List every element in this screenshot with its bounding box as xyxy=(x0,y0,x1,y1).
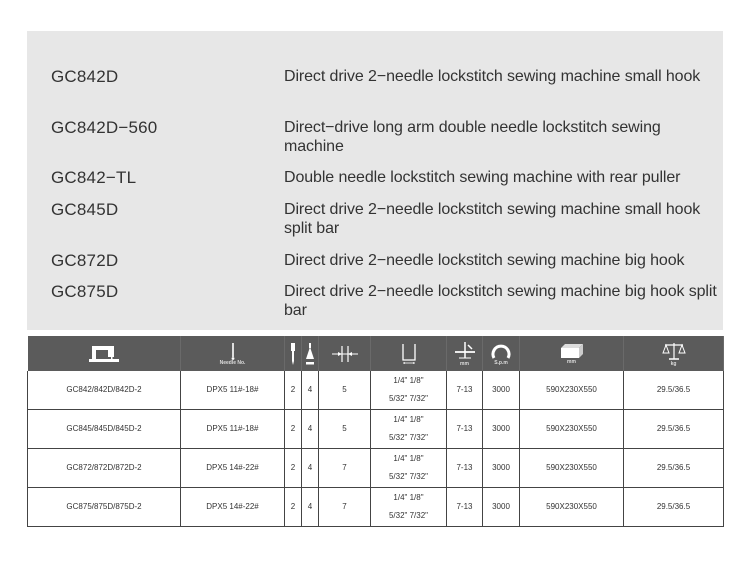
package-caption: mm xyxy=(567,358,576,365)
table-row xyxy=(28,449,724,488)
stitch-length-cell: 5 xyxy=(319,371,371,410)
table-row xyxy=(28,371,724,410)
speed-cell: 3000 xyxy=(483,371,520,410)
foot-lift-cell xyxy=(371,410,447,449)
density-caption: mm xyxy=(460,360,469,367)
needle-count-cell: 2 xyxy=(285,410,302,449)
speed-cell: 3000 xyxy=(483,410,520,449)
model-cell: GC845/845D/845D-2 xyxy=(28,410,181,449)
package-cell: 590X230X550 xyxy=(520,371,624,410)
stitch-length-cell: 5 xyxy=(319,410,371,449)
stitch-length-icon xyxy=(319,336,371,371)
foot-lift-line-2: 5/32" 7/32" xyxy=(388,433,429,442)
foot-count-cell: 4 xyxy=(302,488,319,527)
stitch-length-cell: 7 xyxy=(319,449,371,488)
model-code: GC842D−560 xyxy=(51,118,158,137)
density-cell: 7-13 xyxy=(447,410,483,449)
foot-lift-cell xyxy=(371,371,447,410)
density-cell: 7-13 xyxy=(447,449,483,488)
weight-cell: 29.5/36.5 xyxy=(624,371,724,410)
weight-cell: 29.5/36.5 xyxy=(624,449,724,488)
model-description: Direct drive 2−needle lockstitch sewing machine small hook split bar xyxy=(284,201,701,237)
foot-lift-line-2: 5/32" 7/32" xyxy=(388,394,429,403)
foot-lift-line-2: 5/32" 7/32" xyxy=(388,511,429,520)
model-cell: GC875/875D/875D-2 xyxy=(28,488,181,527)
package-cell: 590X230X550 xyxy=(520,488,624,527)
foot-lift-cell xyxy=(371,488,447,527)
foot-count-cell: 4 xyxy=(302,449,319,488)
density-cell: 7-13 xyxy=(447,371,483,410)
foot-lift-icon xyxy=(371,336,447,371)
sewing-machine-icon xyxy=(28,336,181,371)
density-cell: 7-13 xyxy=(447,488,483,527)
foot-count-cell: 4 xyxy=(302,371,319,410)
model-cell: GC872/872D/872D-2 xyxy=(28,449,181,488)
model-description: Double needle lockstitch sewing machine with rear puller xyxy=(284,169,681,186)
stitch-length-cell: 7 xyxy=(319,488,371,527)
needle-cell: DPX5 14#-22# xyxy=(181,449,285,488)
needle-count-icon xyxy=(285,336,302,371)
model-code: GC842D xyxy=(51,67,119,86)
model-description: Direct drive 2−needle lockstitch sewing machine big hook xyxy=(284,252,685,269)
model-code: GC872D xyxy=(51,251,119,270)
foot-lift-line-1: 1/4" 1/8" xyxy=(393,376,424,385)
speed-cell: 3000 xyxy=(483,449,520,488)
needle-cell: DPX5 11#-18# xyxy=(181,410,285,449)
needle-cell: DPX5 14#-22# xyxy=(181,488,285,527)
model-code: GC845D xyxy=(51,200,119,219)
spec-table xyxy=(27,336,724,527)
package-icon xyxy=(520,336,624,371)
foot-count-cell: 4 xyxy=(302,410,319,449)
model-description: Direct drive 2−needle lockstitch sewing machine big hook split bar xyxy=(284,283,717,319)
speed-cell: 3000 xyxy=(483,488,520,527)
needle-count-cell: 2 xyxy=(285,488,302,527)
speed-caption: S.p.m xyxy=(494,359,508,366)
weight-icon xyxy=(624,336,724,371)
needle-cell: DPX5 11#-18# xyxy=(181,371,285,410)
model-cell: GC842/842D/842D-2 xyxy=(28,371,181,410)
weight-cell: 29.5/36.5 xyxy=(624,410,724,449)
speed-icon xyxy=(483,336,520,371)
model-code: GC875D xyxy=(51,282,119,301)
foot-lift-line-1: 1/4" 1/8" xyxy=(393,415,424,424)
package-cell: 590X230X550 xyxy=(520,449,624,488)
needle-icon xyxy=(181,336,285,371)
table-row xyxy=(28,410,724,449)
needle-count-cell: 2 xyxy=(285,449,302,488)
stitch-density-icon xyxy=(447,336,483,371)
foot-lift-cell xyxy=(371,449,447,488)
model-description: Direct drive 2−needle lockstitch sewing machine small hook xyxy=(284,68,701,85)
model-list xyxy=(27,31,723,330)
weight-caption: kg xyxy=(670,360,677,367)
needle-count-cell: 2 xyxy=(285,371,302,410)
foot-lift-line-1: 1/4" 1/8" xyxy=(393,493,424,502)
foot-lift-line-2: 5/32" 7/32" xyxy=(388,472,429,481)
model-code: GC842−TL xyxy=(51,168,137,187)
model-description: Direct−drive long arm double needle lockstitch sewing machine xyxy=(284,119,661,155)
weight-cell: 29.5/36.5 xyxy=(624,488,724,527)
foot-lift-line-1: 1/4" 1/8" xyxy=(393,454,424,463)
package-cell: 590X230X550 xyxy=(520,410,624,449)
table-row xyxy=(28,488,724,527)
presser-foot-icon xyxy=(302,336,319,371)
spec-header-row xyxy=(28,336,724,371)
needle-caption: Needle No. xyxy=(219,359,246,366)
